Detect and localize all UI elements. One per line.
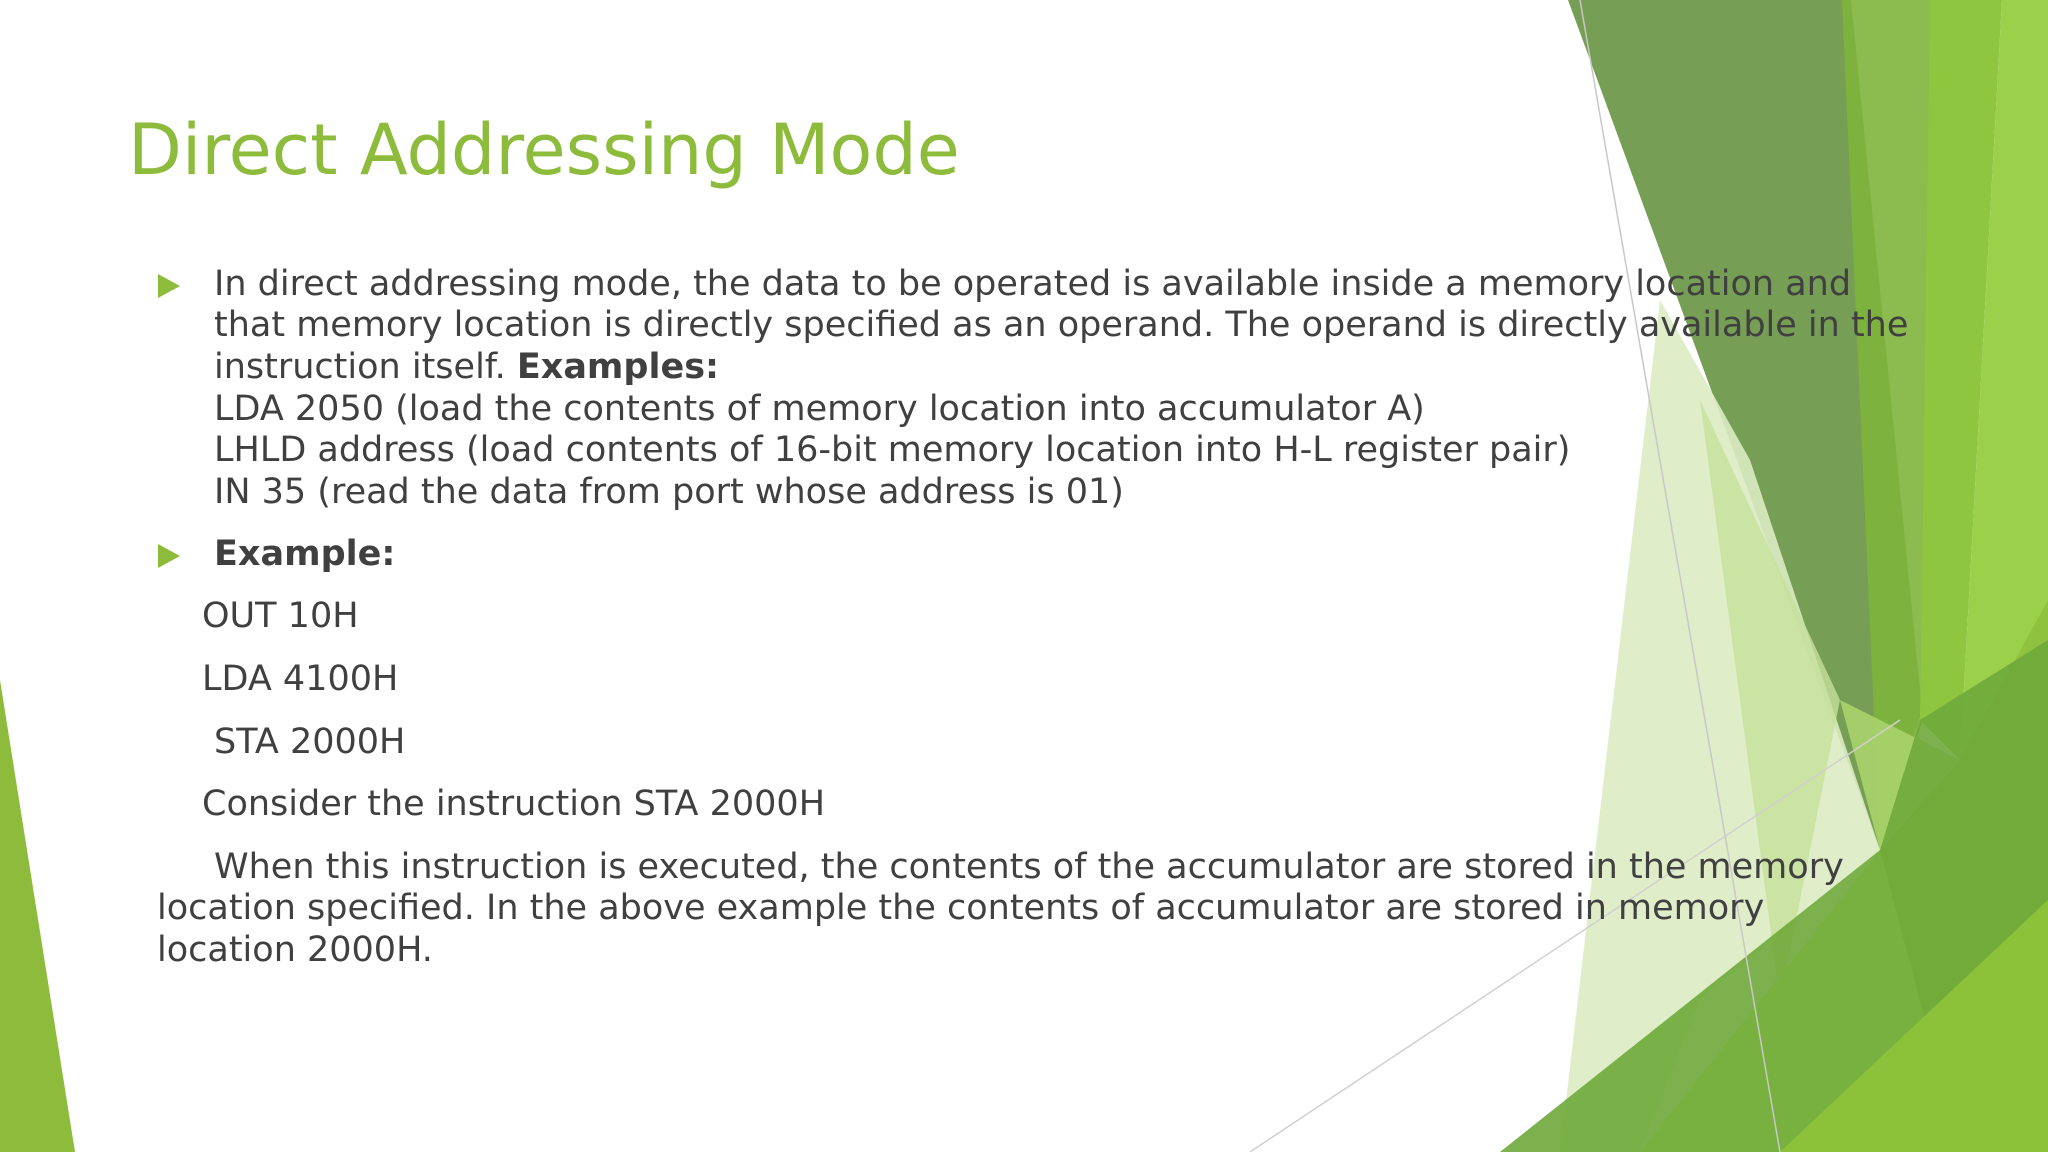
bullet1-line2: that memory location is directly specified as an operand. The operand is directly available in the	[214, 305, 1909, 345]
example-out: OUT 10H	[202, 596, 359, 636]
bullet1-line3	[214, 347, 719, 389]
example-lda: LDA 4100H	[202, 659, 399, 699]
slide-title: Direct Addressing Mode	[128, 109, 960, 191]
consider-line: Consider the instruction STA 2000H	[202, 784, 826, 824]
example-sta: STA 2000H	[214, 722, 406, 762]
bullet2-example-label: Example:	[214, 534, 396, 574]
bullet1-line5: LHLD address (load contents of 16-bit memory location into H-L register pair)	[214, 430, 1571, 470]
examples-label: Examples:	[516, 347, 720, 387]
explanation-line2: location specified. In the above example the contents of accumulator are stored in memory	[157, 888, 1765, 928]
bullet1-line3-text: instruction itself.	[214, 347, 517, 387]
bullet-arrow-icon	[158, 544, 180, 568]
explanation-line3: location 2000H.	[157, 930, 433, 970]
bullet1-line6: IN 35 (read the data from port whose address is 01)	[214, 472, 1124, 512]
explanation-line1: When this instruction is executed, the contents of the accumulator are stored in the memory	[214, 847, 1844, 887]
bullet1-line1: In direct addressing mode, the data to be operated is available inside a memory location and	[214, 264, 1852, 304]
bullet1-line4: LDA 2050 (load the contents of memory location into accumulator A)	[214, 389, 1425, 429]
bullet-arrow-icon	[158, 274, 180, 298]
